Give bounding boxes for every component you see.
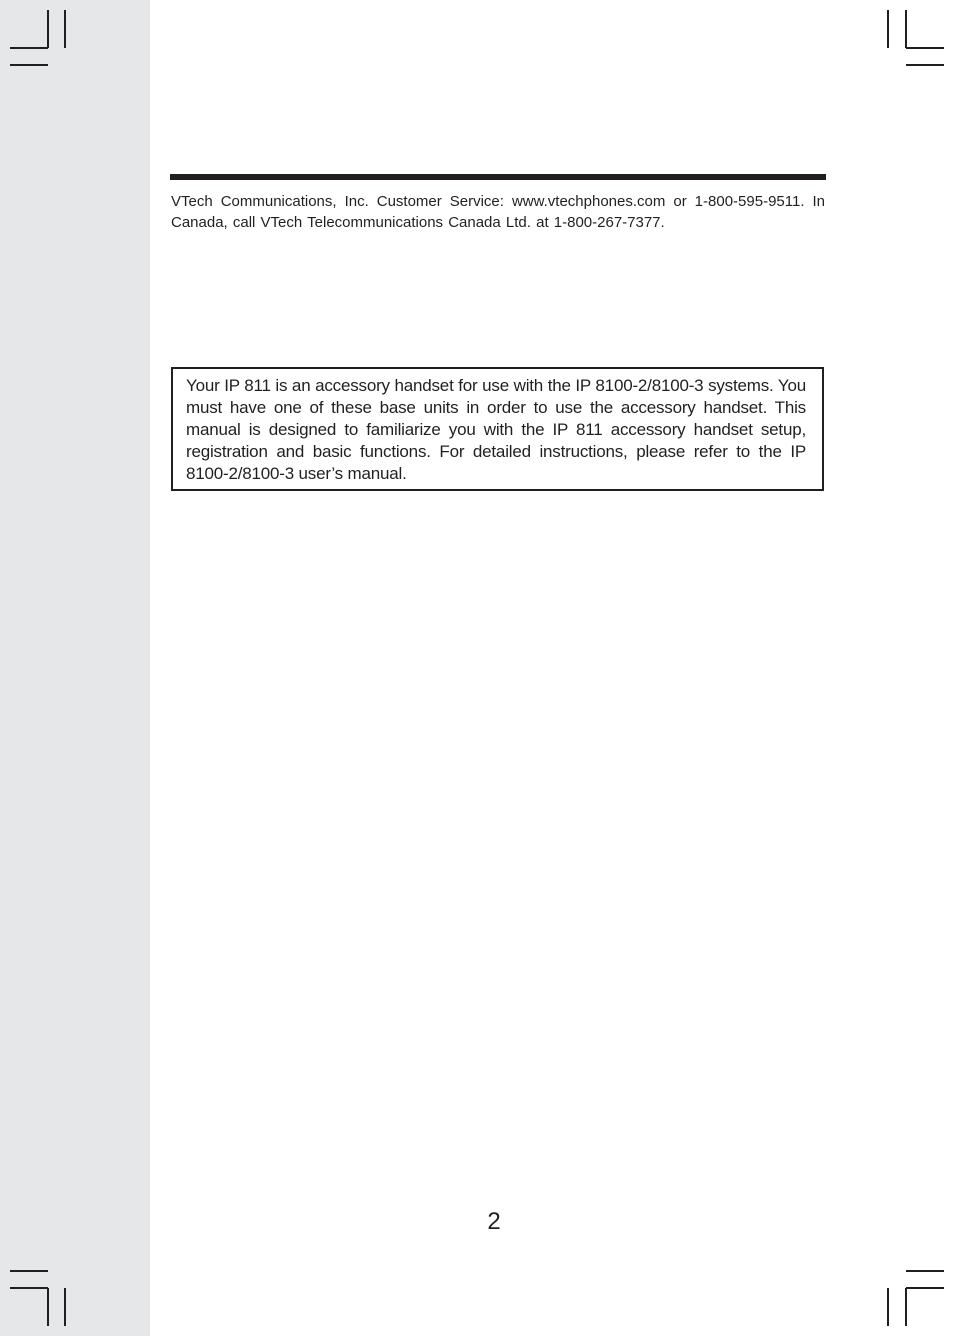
crop-mark-bottom-right-vertical-inner bbox=[905, 1288, 907, 1326]
crop-mark-top-right-vertical-outer bbox=[887, 10, 889, 48]
header-rule bbox=[170, 174, 826, 180]
crop-mark-top-left-vertical-inner bbox=[47, 10, 49, 48]
crop-mark-bottom-right-horizontal-inner bbox=[906, 1287, 944, 1289]
crop-mark-bottom-left-horizontal-inner bbox=[10, 1287, 48, 1289]
customer-service-text: VTech Communications, Inc. Customer Service: www.vtechphones.com or 1-800-595-9511. In Canada, call VTech Telecommunications Canada Ltd. at 1-800-267-7377. bbox=[171, 193, 825, 231]
crop-mark-top-left-horizontal-outer bbox=[10, 64, 48, 66]
crop-mark-bottom-left-vertical-inner bbox=[47, 1288, 49, 1326]
crop-mark-top-left-horizontal-inner bbox=[10, 47, 48, 49]
notice-text: Your IP 811 is an accessory handset for use with the IP 8100-2/8100-3 systems. You must have one of these base units in order to use the accessory handset. This manual is designed to familiarize you with the IP 811 accessory handset setup, registration and basic functions. For detailed instructions, please refer to the IP 8100-2/8100-3 user’s manual. bbox=[186, 376, 806, 483]
crop-mark-bottom-right-horizontal-outer bbox=[906, 1270, 944, 1272]
crop-mark-bottom-left-vertical-outer bbox=[64, 1288, 66, 1326]
crop-mark-top-right-horizontal-inner bbox=[906, 47, 944, 49]
crop-mark-bottom-right-vertical-outer bbox=[887, 1288, 889, 1326]
left-margin-strip bbox=[0, 0, 150, 1336]
crop-mark-bottom-left-horizontal-outer bbox=[10, 1270, 48, 1272]
crop-mark-top-left-vertical-outer bbox=[64, 10, 66, 48]
crop-mark-top-right-vertical-inner bbox=[905, 10, 907, 48]
page-number: 2 bbox=[487, 1208, 501, 1235]
crop-mark-top-right-horizontal-outer bbox=[906, 64, 944, 66]
notice-box bbox=[171, 367, 824, 491]
